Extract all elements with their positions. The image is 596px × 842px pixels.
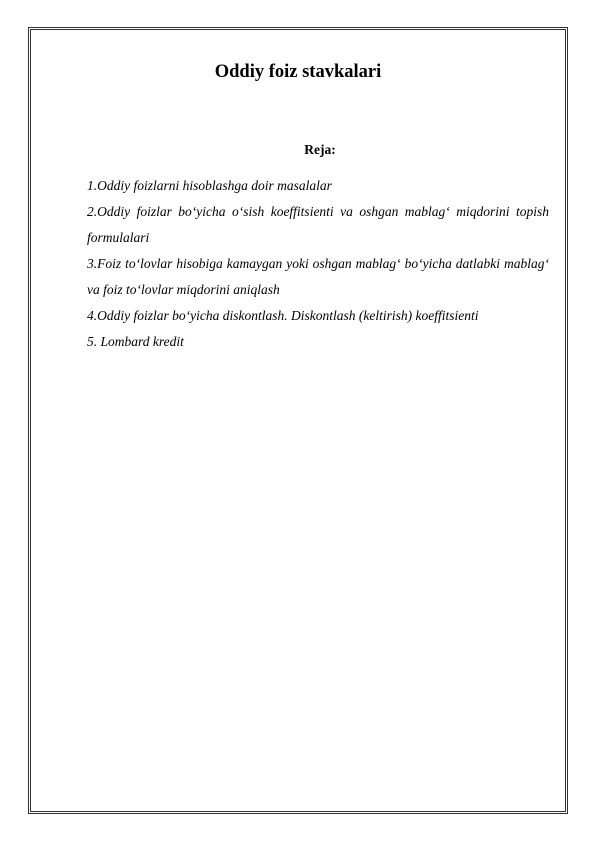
plan-item-3 xyxy=(87,251,549,303)
plan-item-5 xyxy=(87,329,549,355)
plan-item-text: Oddiy foizlarni hisoblashga doir masalalar xyxy=(97,178,332,193)
plan-item-text: Foiz to‘lovlar hisobiga kamaygan yoki oshgan mablag‘ bo‘yicha datlabki mablag‘ va foiz to‘lovlar miqdorini aniqlash xyxy=(87,256,549,297)
document-title: Oddiy foiz stavkalari xyxy=(214,62,382,82)
plan-list xyxy=(87,173,549,355)
plan-item-number: 1. xyxy=(87,178,98,193)
plan-item-number: 5. xyxy=(87,334,98,349)
plan-item-text: Oddiy foizlar bo‘yicha o‘sish koeffitsienti va oshgan mablag‘ miqdorini topish formulalari xyxy=(87,204,549,245)
plan-item-1 xyxy=(87,173,549,199)
plan-item-2 xyxy=(87,199,549,251)
plan-item-4 xyxy=(87,303,549,329)
plan-item-text: Lombard kredit xyxy=(97,334,184,349)
plan-item-text: Oddiy foizlar bo‘yicha diskontlash. Diskontlash (keltirish) koeffitsienti xyxy=(97,308,479,323)
plan-item-number: 3. xyxy=(87,256,98,271)
plan-item-number: 2. xyxy=(87,204,98,219)
plan-heading: Reja: xyxy=(304,142,336,157)
plan-item-number: 4. xyxy=(87,308,98,323)
